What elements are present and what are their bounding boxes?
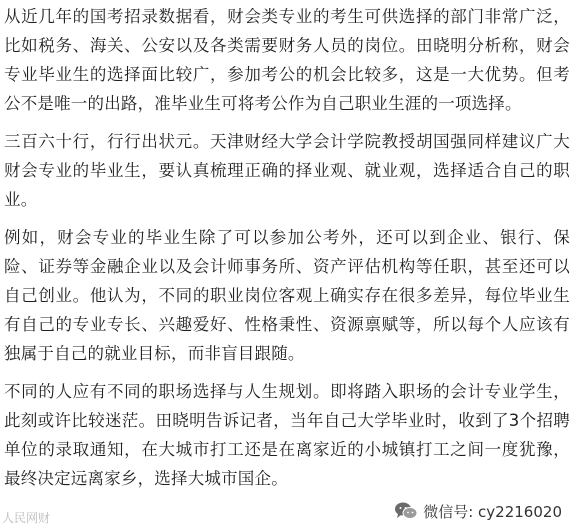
wechat-watermark (392, 497, 566, 525)
paragraph-1: 从近几年的国考招录数据看，财会类专业的考生可供选择的部门非常广泛，比如税务、海关、公安以及各类需要财务人员的岗位。田晓明分析称，财会专业毕业生的选择面比较广，参加考公的机会比较多，这是一大优势。但考公不是唯一的出路，准毕业生可将考公作为自己职业生涯的一项选择。 (4, 7, 570, 113)
paragraph-3: 例如，财会专业的毕业生除了可以参加公考外，还可以到企业、银行、保险、证券等金融企业以及会计师事务所、资产评估机构等任职，甚至还可以自己创业。他认为，不同的职业岗位客观上确实存在很多差异，每位毕业生有自己的专业专长、兴趣爱好、性格秉性、资源禀赋等，所以每个人应该有独属于自己的就业目标，而非盲目跟随。 (4, 228, 570, 363)
source-watermark: 人民网财 (2, 511, 51, 525)
paragraph-2: 三百六十行，行行出状元。天津财经大学会计学院教授胡国强同样建议广大财会专业的毕业生，要认真梳理正确的择业观、就业观，选择适合自己的职业。 (4, 132, 570, 209)
article-body (4, 2, 570, 502)
paragraph-4: 不同的人应有不同的职场选择与人生规划。即将踏入职场的会计专业学生，此刻或许比较迷茫。田晓明告诉记者，当年自己大学毕业时，收到了3个招聘单位的录取通知，在大城市打工还是在离家近的小城镇打工之间一度犹豫，最终决定远离家乡，选择大城市国企。 (4, 382, 570, 488)
wechat-id-text: 微信号: cy2216020 (423, 502, 562, 521)
wechat-icon (394, 501, 418, 521)
